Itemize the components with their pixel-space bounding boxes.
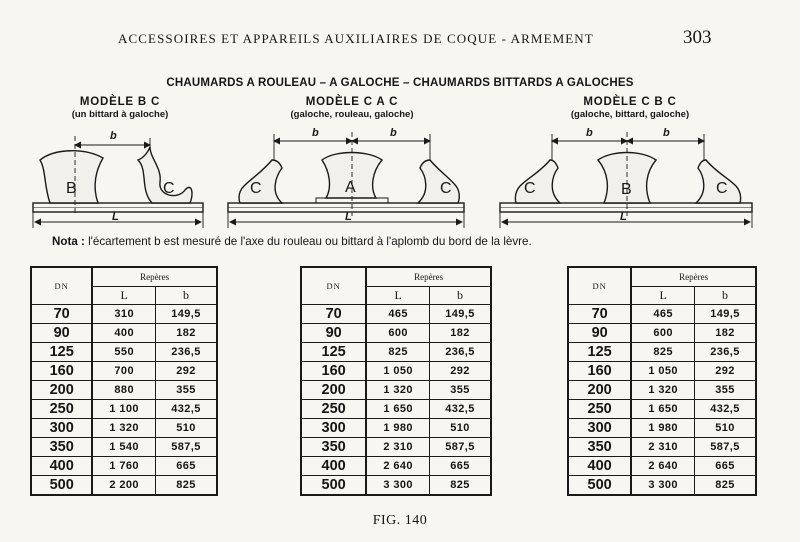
table-row: [31, 362, 217, 381]
reperes-header: Repères: [631, 267, 756, 287]
page-number: 303: [683, 27, 712, 48]
table-row: [301, 381, 491, 400]
b-cell: 182: [156, 324, 217, 343]
chock-drawings: [0, 0, 800, 235]
table-row: [568, 476, 756, 495]
table-row: [31, 457, 217, 476]
table-row: [31, 400, 217, 419]
b-cell: 432,5: [156, 400, 217, 419]
model-description: (un bittard à galoche): [71, 109, 169, 120]
l-cell: 700: [92, 362, 155, 381]
b-cell: 825: [695, 476, 756, 495]
table-row: [301, 305, 491, 324]
b-cell: 665: [430, 457, 491, 476]
part-c-label: C: [163, 180, 175, 197]
b-cell: 510: [695, 419, 756, 438]
l-cell: 400: [92, 324, 155, 343]
l-header: L: [366, 287, 429, 305]
b-cell: 236,5: [156, 343, 217, 362]
galoche-right-shape: [418, 160, 459, 203]
dim-b-label: b: [312, 127, 319, 139]
b-cell: 182: [695, 324, 756, 343]
l-cell: 1 980: [366, 419, 429, 438]
table-row: [568, 305, 756, 324]
l-header: L: [92, 287, 155, 305]
table-row: [568, 381, 756, 400]
l-cell: 2 200: [92, 476, 155, 495]
model-name: MODÈLE C B C: [583, 96, 677, 108]
l-cell: 1 650: [631, 400, 694, 419]
table-row: [568, 362, 756, 381]
dn-cell: 90: [31, 324, 92, 343]
l-cell: 550: [92, 343, 155, 362]
b-cell: 510: [156, 419, 217, 438]
l-cell: 465: [366, 305, 429, 324]
b-cell: 432,5: [695, 400, 756, 419]
dn-header: DN: [31, 267, 92, 305]
l-cell: 2 640: [631, 457, 694, 476]
table-row: [301, 362, 491, 381]
l-cell: 825: [631, 343, 694, 362]
dn-cell: 400: [301, 457, 366, 476]
dn-cell: 350: [31, 438, 92, 457]
part-b-label: B: [66, 180, 77, 197]
dim-b-label: b: [110, 130, 117, 142]
b-cell: 236,5: [430, 343, 491, 362]
dn-cell: 160: [31, 362, 92, 381]
dn-cell: 70: [568, 305, 631, 324]
part-c-label: C: [440, 180, 452, 197]
l-cell: 465: [631, 305, 694, 324]
l-cell: 2 310: [631, 438, 694, 457]
b-cell: 825: [430, 476, 491, 495]
dn-header: DN: [301, 267, 366, 305]
dn-cell: 200: [31, 381, 92, 400]
l-cell: 310: [92, 305, 155, 324]
l-cell: 2 640: [366, 457, 429, 476]
b-cell: 587,5: [156, 438, 217, 457]
dn-cell: 200: [301, 381, 366, 400]
l-cell: 600: [631, 324, 694, 343]
l-cell: 1 320: [92, 419, 155, 438]
reperes-header: Repères: [92, 267, 217, 287]
b-header: b: [156, 287, 217, 305]
reperes-header: Repères: [366, 267, 491, 287]
table-body: [31, 305, 217, 495]
dn-cell: 160: [568, 362, 631, 381]
dn-cell: 400: [568, 457, 631, 476]
l-cell: 2 310: [366, 438, 429, 457]
dimensions-table-cac: [300, 266, 492, 496]
dimensions-table-bc: [30, 266, 218, 496]
galoche-left-shape: [515, 160, 560, 203]
l-cell: 1 980: [631, 419, 694, 438]
table-row: [568, 400, 756, 419]
table-row: [31, 324, 217, 343]
table-row: [568, 419, 756, 438]
dn-cell: 250: [31, 400, 92, 419]
dn-cell: 300: [31, 419, 92, 438]
table-row: [31, 305, 217, 324]
l-cell: 1 540: [92, 438, 155, 457]
dn-header: DN: [568, 267, 631, 305]
dn-cell: 500: [31, 476, 92, 495]
b-cell: 355: [695, 381, 756, 400]
b-cell: 292: [430, 362, 491, 381]
l-cell: 825: [366, 343, 429, 362]
l-cell: 1 100: [92, 400, 155, 419]
part-c-label: C: [250, 180, 262, 197]
b-cell: 149,5: [695, 305, 756, 324]
table-row: [568, 343, 756, 362]
dn-cell: 300: [301, 419, 366, 438]
dim-b-label: b: [390, 127, 397, 139]
table-row: [31, 476, 217, 495]
b-cell: 510: [430, 419, 491, 438]
dn-cell: 70: [301, 305, 366, 324]
dn-cell: 125: [568, 343, 631, 362]
l-cell: 3 300: [631, 476, 694, 495]
table-row: [568, 438, 756, 457]
b-cell: 355: [156, 381, 217, 400]
nota-text: l'écartement b est mesuré de l'axe du rouleau ou bittard à l'aplomb du bord de la lèvre.: [88, 235, 532, 248]
dn-cell: 350: [301, 438, 366, 457]
table-row: [301, 324, 491, 343]
part-b-label: B: [621, 181, 632, 198]
table-body: [301, 305, 491, 495]
b-cell: 665: [156, 457, 217, 476]
dn-cell: 125: [301, 343, 366, 362]
dim-l-label: L: [620, 211, 627, 223]
dn-cell: 90: [301, 324, 366, 343]
part-c-label: C: [524, 180, 536, 197]
dn-cell: 160: [301, 362, 366, 381]
b-cell: 292: [156, 362, 217, 381]
model-description: (galoche, rouleau, galoche): [290, 109, 414, 120]
l-cell: 1 050: [631, 362, 694, 381]
model-name: MODÈLE C A C: [305, 96, 399, 108]
dn-cell: 125: [31, 343, 92, 362]
l-header: L: [631, 287, 694, 305]
table-body: [568, 305, 756, 495]
table-row: [301, 457, 491, 476]
table-row: [301, 438, 491, 457]
l-cell: 600: [366, 324, 429, 343]
b-cell: 825: [156, 476, 217, 495]
b-cell: 665: [695, 457, 756, 476]
table-row: [31, 343, 217, 362]
dim-b-label: b: [663, 127, 670, 139]
table-row: [31, 438, 217, 457]
b-cell: 182: [430, 324, 491, 343]
nota-label: Nota :: [52, 235, 85, 248]
dn-cell: 400: [31, 457, 92, 476]
dn-cell: 500: [568, 476, 631, 495]
model-description: (galoche, bittard, galoche): [570, 109, 690, 120]
dn-cell: 250: [301, 400, 366, 419]
b-cell: 149,5: [156, 305, 217, 324]
table-row: [31, 381, 217, 400]
running-header: ACCESSOIRES ET APPAREILS AUXILIAIRES DE COQUE - ARMEMENT: [118, 31, 594, 46]
nota-line: [52, 235, 532, 248]
dn-cell: 70: [31, 305, 92, 324]
dimensions-table-cbc: [567, 266, 757, 496]
table-row: [301, 400, 491, 419]
b-cell: 355: [430, 381, 491, 400]
b-header: b: [430, 287, 491, 305]
dn-cell: 500: [301, 476, 366, 495]
figure-caption: FIG. 140: [372, 513, 428, 528]
l-cell: 1 760: [92, 457, 155, 476]
table-row: [31, 419, 217, 438]
dim-l-label: L: [345, 211, 352, 223]
main-title: CHAUMARDS A ROULEAU – A GALOCHE – CHAUMARDS BITTARDS A GALOCHES: [166, 77, 634, 89]
l-cell: 880: [92, 381, 155, 400]
l-cell: 1 320: [366, 381, 429, 400]
table-row: [568, 324, 756, 343]
dim-l-label: L: [112, 211, 119, 223]
dim-b-label: b: [586, 127, 593, 139]
dn-cell: 250: [568, 400, 631, 419]
b-cell: 292: [695, 362, 756, 381]
b-cell: 236,5: [695, 343, 756, 362]
l-cell: 1 650: [366, 400, 429, 419]
model-name: MODÈLE B C: [79, 96, 161, 108]
dn-cell: 350: [568, 438, 631, 457]
table-row: [301, 419, 491, 438]
l-cell: 3 300: [366, 476, 429, 495]
part-a-label: A: [345, 179, 356, 196]
l-cell: 1 050: [366, 362, 429, 381]
dn-cell: 300: [568, 419, 631, 438]
table-row: [301, 476, 491, 495]
dn-cell: 200: [568, 381, 631, 400]
b-header: b: [695, 287, 756, 305]
dn-cell: 90: [568, 324, 631, 343]
b-cell: 149,5: [430, 305, 491, 324]
b-cell: 587,5: [430, 438, 491, 457]
b-cell: 587,5: [695, 438, 756, 457]
table-row: [301, 343, 491, 362]
b-cell: 432,5: [430, 400, 491, 419]
part-c-label: C: [716, 180, 728, 197]
table-row: [568, 457, 756, 476]
l-cell: 1 320: [631, 381, 694, 400]
